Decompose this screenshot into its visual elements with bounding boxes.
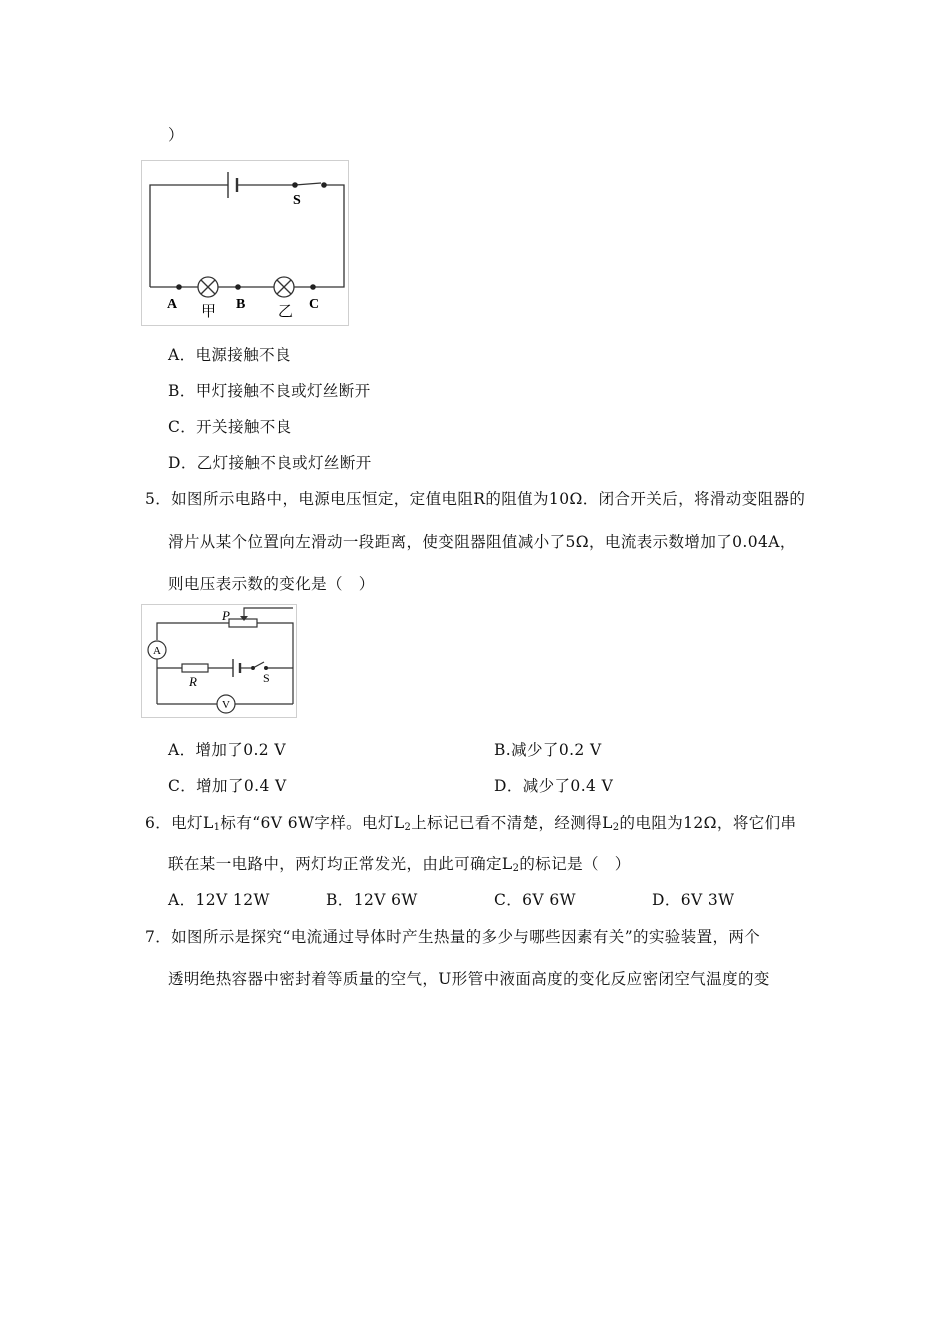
q7-stem-line-1: 7．如图所示是探究“电流通过导体时产生热量的多少与哪些因素有关”的实验装置，两个 xyxy=(145,928,761,946)
q5-option-c: C．增加了0.4 V xyxy=(168,777,287,795)
label-lamp-jia: 甲 xyxy=(201,302,217,320)
label-r: R xyxy=(189,674,197,689)
q4-option-a: A．电源接触不良 xyxy=(168,346,291,364)
q4-option-d: D．乙灯接触不良或灯丝断开 xyxy=(168,454,372,472)
q6-option-b: B．12V 6W xyxy=(326,891,418,909)
q6-option-d: D．6V 3W xyxy=(652,891,735,909)
q5-stem-line-1: 5．如图所示电路中，电源电压恒定，定值电阻R的阻值为10Ω．闭合开关后，将滑动变阻器的 xyxy=(145,490,806,508)
q4-option-c: C．开关接触不良 xyxy=(168,418,292,436)
q4-circuit-figure xyxy=(141,160,351,327)
q5-stem-line-3: 则电压表示数的变化是（ ） xyxy=(168,575,375,593)
voltmeter-icon: V xyxy=(222,699,230,711)
label-lamp-yi: 乙 xyxy=(278,302,294,320)
q5-circuit-figure xyxy=(141,604,299,720)
label-a: A xyxy=(167,297,178,312)
label-c: C xyxy=(309,297,320,312)
q5-option-a: A．增加了0.2 V xyxy=(168,741,286,759)
label-s: S xyxy=(263,671,270,685)
q6-option-c: C．6V 6W xyxy=(494,891,576,909)
q5-option-d: D．减少了0.4 V xyxy=(494,777,614,795)
q6-stem-line-2: 联在某一电路中，两灯均正常发光，由此可确定$L_2$的标记是（ ） xyxy=(168,855,631,874)
q6-option-a: A．12V 12W xyxy=(168,891,270,909)
q7-stem-line-2: 透明绝热容器中密封着等质量的空气，U形管中液面高度的变化反应密闭空气温度的变 xyxy=(168,970,770,988)
q4-continuation: ） xyxy=(168,126,184,144)
q4-option-b: B．甲灯接触不良或灯丝断开 xyxy=(168,382,371,400)
label-b: B xyxy=(236,297,246,312)
q5-stem-line-2: 滑片从某个位置向左滑动一段距离，使变阻器阻值减小了5Ω，电流表示数增加了0.04A， xyxy=(168,533,796,551)
label-p: P xyxy=(222,608,230,623)
q6-stem-line-1: 6．电灯$L_1$标有“6V 6W字样。电灯$L_2$上标记已看不清楚，经测得$L_2$的电阻为12Ω，将它们串 xyxy=(145,814,797,833)
label-s: S xyxy=(293,193,301,208)
q5-option-b: B.减少了0.2 V xyxy=(494,741,602,759)
ammeter-icon: A xyxy=(153,645,161,657)
